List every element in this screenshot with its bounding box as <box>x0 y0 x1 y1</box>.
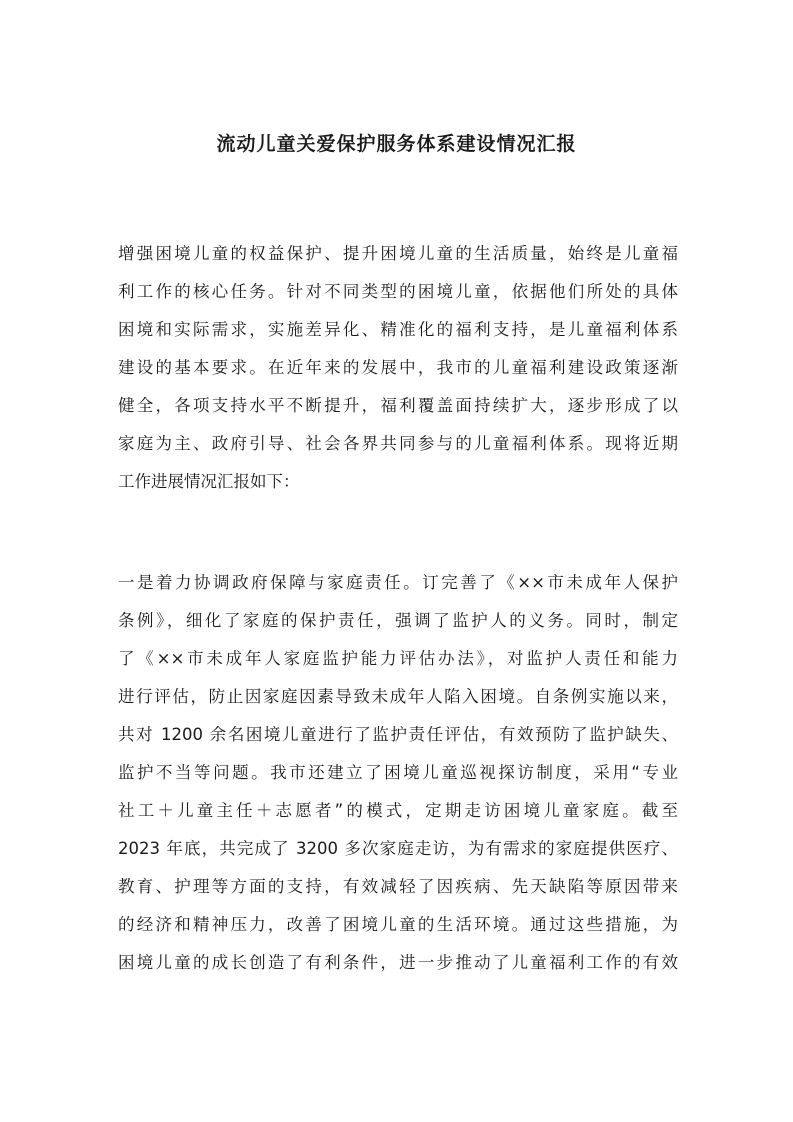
text-line: 2023 年底，共完成了 3200 多次家庭走访，为有需求的家庭提供医疗、 <box>118 839 678 858</box>
paragraph-section-one <box>118 564 678 982</box>
text-line: 利工作的核心任务。针对不同类型的困境儿童，依据他们所处的具体 <box>118 282 678 301</box>
text-line: 增强困境儿童的权益保护、提升困境儿童的生活质量，始终是儿童福 <box>118 244 678 263</box>
text-line: 工作进展情况汇报如下： <box>118 472 300 491</box>
text-line: 监护不当等问题。我市还建立了困境儿童巡视探访制度，采用“专业 <box>118 763 678 782</box>
text-line: 健全，各项支持水平不断提升，福利覆盖面持续扩大，逐步形成了以 <box>118 396 678 415</box>
text-line: 一是着力协调政府保障与家庭责任。订完善了《××市未成年人保护 <box>118 573 678 592</box>
text-line: 社工＋儿童主任＋志愿者”的模式，定期走访困境儿童家庭。截至 <box>118 801 678 820</box>
text-line: 共对 1200 余名困境儿童进行了监护责任评估，有效预防了监护缺失、 <box>118 725 678 744</box>
text-line: 条例》，细化了家庭的保护责任，强调了监护人的义务。同时，制定 <box>118 611 678 630</box>
text-line: 家庭为主、政府引导、社会各界共同参与的儿童福利体系。现将近期 <box>118 434 678 453</box>
text-line: 教育、护理等方面的支持，有效减轻了因疾病、先天缺陷等原因带来 <box>118 877 678 896</box>
text-line: 的经济和精神压力，改善了困境儿童的生活环境。通过这些措施，为 <box>118 915 678 934</box>
paragraph-intro <box>118 235 678 501</box>
text-line: 进行评估，防止因家庭因素导致未成年人陷入困境。自条例实施以来， <box>118 687 678 706</box>
text-line: 建设的基本要求。在近年来的发展中，我市的儿童福利建设政策逐渐 <box>118 358 678 377</box>
document-title: 流动儿童关爱保护服务体系建设情况汇报 <box>216 133 577 155</box>
text-line: 困境和实际需求，实施差异化、精准化的福利支持，是儿童福利体系 <box>118 320 678 339</box>
text-line: 了《××市未成年人家庭监护能力评估办法》，对监护人责任和能力 <box>118 649 678 668</box>
text-line: 困境儿童的成长创造了有利条件，进一步推动了儿童福利工作的有效 <box>118 953 678 972</box>
